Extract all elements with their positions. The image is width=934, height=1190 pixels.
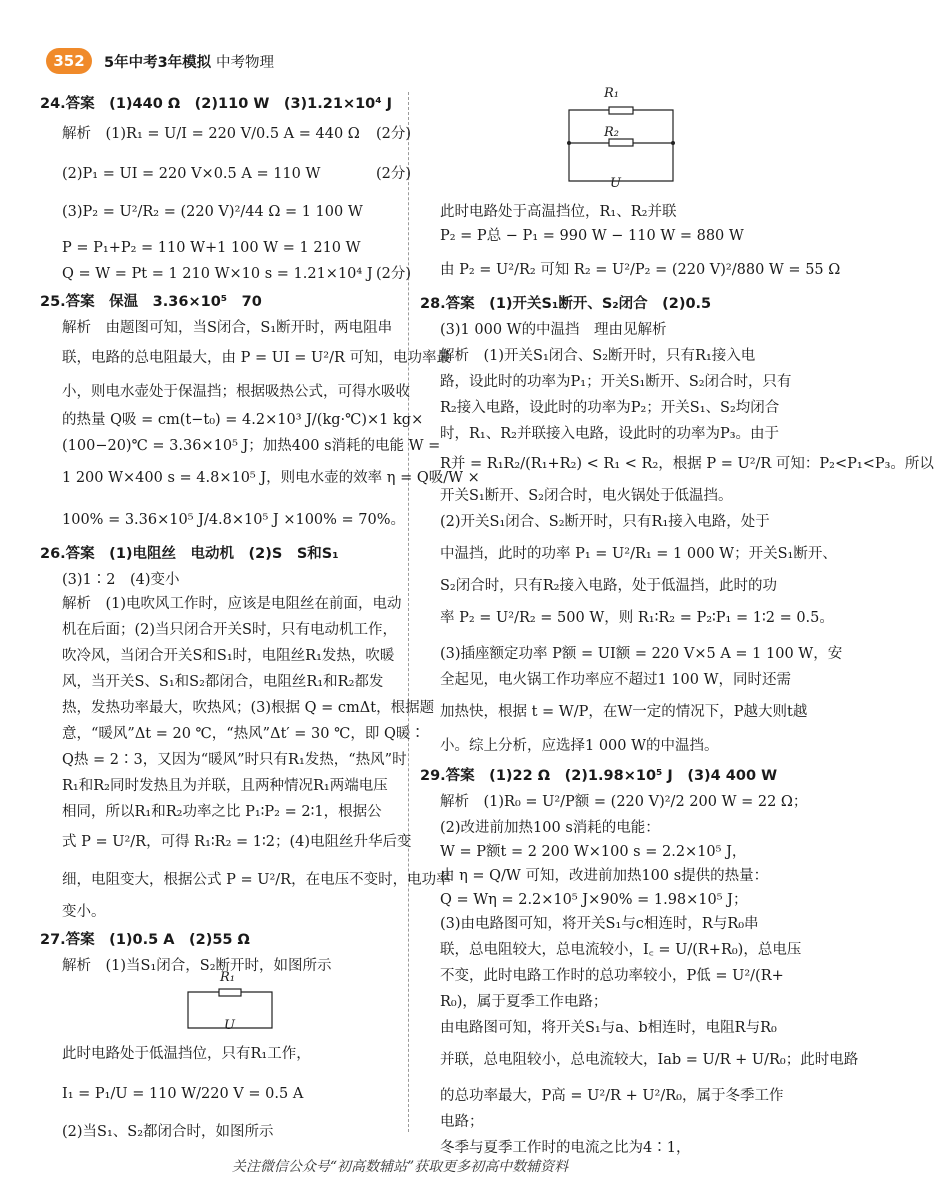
line-text: 解析 (1)电吹风工作时，应该是电阻丝在前面，电动 — [62, 596, 402, 612]
text-line — [440, 1138, 690, 1158]
text-line — [62, 410, 423, 430]
question-answer-line — [40, 292, 262, 312]
line-text: 相同，所以R₁和R₂功率之比 P₁∶P₂ = 2∶1，根据公 — [62, 804, 382, 820]
text-line — [62, 620, 397, 640]
line-text: 全起见，电火锅工作功率应不超过1 100 W，同时还需 — [440, 672, 792, 688]
text-line — [62, 646, 394, 666]
text-line — [440, 576, 777, 596]
text-line — [440, 424, 779, 444]
line-text: 的总功率最大，P高 = U²/R + U²/R₀，属于冬季工作 — [440, 1088, 784, 1104]
line-text: 中温挡，此时的功率 P₁ = U²/R₁ = 1 000 W；开关S₁断开、 — [440, 546, 837, 562]
line-text: 此时电路处于低温挡位，只有R₁工作， — [62, 1046, 311, 1062]
line-text: P₂ = P总 − P₁ = 990 W − 110 W = 880 W — [440, 228, 744, 244]
text-line — [62, 382, 410, 402]
text-line: (2)P₁ = UI = 220 V×0.5 A = 110 W (2分) — [62, 166, 412, 182]
text-line: Q = W = Pt = 1 210 W×10 s = 1.21×10⁴ J (2分) — [62, 266, 412, 282]
line-text: 式 P = U²/R，可得 R₁∶R₂ = 1∶2；(4)电阻丝升华后变 — [62, 834, 412, 850]
line-text: (100−20)℃ = 3.36×10⁵ J；加热400 s消耗的电能 W = — [62, 438, 441, 454]
text-line — [440, 966, 784, 986]
line-text: 机在后面；(2)当只闭合开关S时，只有电动机工作， — [62, 622, 397, 638]
line-text: 小。综上分析，应选择1 000 W的中温挡。 — [440, 738, 719, 754]
line-text: P = P₁+P₂ = 110 W+1 100 W = 1 210 W — [62, 240, 361, 256]
page-header — [0, 48, 800, 82]
text-line — [440, 398, 779, 418]
text-line — [440, 818, 660, 838]
text-line — [62, 570, 180, 590]
text-line — [440, 792, 807, 812]
line-text: R₁和R₂同时发热且为并联，且两种情况R₁两端电压 — [62, 778, 388, 794]
text-line — [62, 698, 434, 718]
text-line: 解析 (1)R₁ = U/I = 220 V/0.5 A = 440 Ω (2分) — [62, 126, 412, 142]
label-u-b: U — [610, 176, 621, 191]
text-line — [62, 1084, 303, 1104]
line-text: 25.答案 保温 3.36×10⁵ 70 — [40, 294, 262, 310]
line-text: (2)开关S₁闭合、S₂断开时，只有R₁接入电路，处于 — [440, 514, 770, 530]
line-text: Q热 = 2∶3，又因为“暖风”时只有R₁发热，“热风”时 — [62, 752, 407, 768]
line-text: 解析 (1)R₀ = U²/P额 = (220 V)²/2 200 W = 22 Ω； — [440, 794, 808, 810]
text-line — [440, 320, 667, 340]
text-line — [440, 260, 840, 280]
line-text: 26.答案 (1)电阻丝 电动机 (2)S S和S₁ — [40, 546, 339, 562]
line-text: 热，发热功率最大，吹热风；(3)根据 Q = cmΔt，根据题 — [62, 700, 435, 716]
text-line — [440, 346, 755, 366]
line-text: 加热快，根据 t = W/P，在W一定的情况下，P越大则t越 — [440, 704, 808, 720]
line-text: 100% = 3.36×10⁵ J/4.8×10⁵ J ×100% = 70%。 — [62, 512, 406, 528]
subject-label: 中考物理 — [216, 55, 274, 71]
line-text: 时，R₁、R₂并联接入电路，设此时的功率为P₃。由于 — [440, 426, 780, 442]
line-text: 1 200 W×400 s = 4.8×10⁵ J，则电水壶的效率 η = Q吸/W × — [62, 470, 480, 486]
line-text: 解析 (1)开关S₁闭合、S₂断开时，只有R₁接入电 — [440, 348, 756, 364]
question-answer-line — [40, 544, 339, 564]
book-title: 5年中考3年模拟 — [104, 55, 212, 71]
line-text: I₁ = P₁/U = 110 W/220 V = 0.5 A — [62, 1086, 304, 1102]
text-line — [440, 842, 746, 862]
text-line — [62, 436, 440, 456]
line-text: 吹冷风，当闭合开关S和S₁时，电阻丝R₁发热，吹暖 — [62, 648, 395, 664]
line-text: (3)由电路图可知，将开关S₁与c相连时，R与R₀串 — [440, 916, 759, 932]
text-line — [62, 318, 392, 338]
line-text: 意，“暖风”Δt = 20 ℃，“热风”Δt′ = 30 ℃，即 Q暖∶ — [62, 726, 425, 742]
line-text: 细，电阻变大，根据公式 P = U²/R，在电压不变时，电功率 — [62, 872, 451, 888]
line-text: 率 P₂ = U²/R₂ = 500 W，则 R₁∶R₂ = P₂∶P₁ = 1∶2 = 0.5。 — [440, 610, 834, 626]
text-line — [62, 672, 383, 692]
line-text: 冬季与夏季工作时的电流之比为4∶1， — [440, 1140, 691, 1156]
line-text: (3)P₂ = U²/R₂ = (220 V)²/44 Ω = 1 100 W — [62, 204, 363, 220]
question-answer-line — [40, 94, 392, 114]
label-r1-a: R₁ — [220, 970, 235, 985]
question-answer-line — [420, 766, 777, 786]
question-answer-line — [420, 294, 711, 314]
line-text: (3)1∶2 (4)变小 — [62, 572, 180, 588]
line-text: 联，电路的总电阻最大，由 P = UI = U²/R 可知，电功率最 — [62, 350, 451, 366]
line-text: R并 = R₁R₂/(R₁+R₂) < R₁ < R₂，根据 P = U²/R 可知：P₂<P₁<P₃。所以 — [440, 456, 934, 472]
line-text: Q = Wη = 2.2×10⁵ J×90% = 1.98×10⁵ J； — [440, 892, 748, 908]
line-text: 解析 (1)R₁ = U/I = 220 V/0.5 A = 440 Ω — [62, 126, 360, 142]
text-line — [62, 870, 451, 890]
text-line — [440, 940, 801, 960]
text-line — [440, 644, 842, 664]
text-line — [440, 486, 733, 506]
line-text: 并联，总电阻较小，总电流较大，Iab = U/R + U/R₀；此时电路 — [440, 1052, 859, 1068]
text-line — [440, 1112, 484, 1132]
line-text: 开关S₁断开、S₂闭合时，电火锅处于低温挡。 — [440, 488, 733, 504]
line-text: (2)改进前加热100 s消耗的电能： — [440, 820, 660, 836]
line-text: 28.答案 (1)开关S₁断开、S₂闭合 (2)0.5 — [420, 296, 712, 312]
line-text: 此时电路处于高温挡位，R₁、R₂并联 — [440, 204, 677, 220]
text-line — [440, 914, 759, 934]
text-line — [440, 890, 747, 910]
text-line — [62, 776, 388, 796]
line-text: 27.答案 (1)0.5 A (2)55 Ω — [40, 932, 250, 948]
line-text: 不变，此时电路工作时的总功率较小，P低 = U²/(R+ — [440, 968, 784, 984]
text-line — [440, 992, 607, 1012]
text-line — [62, 202, 363, 222]
line-text: 29.答案 (1)22 Ω (2)1.98×10⁵ J (3)4 400 W — [420, 768, 778, 784]
text-line — [440, 202, 676, 222]
text-line — [440, 454, 934, 474]
text-line — [440, 372, 792, 392]
line-text: 解析 (1)当S₁闭合，S₂断开时，如图所示 — [62, 958, 332, 974]
text-line — [62, 238, 361, 258]
text-line — [440, 1086, 783, 1106]
text-line — [62, 510, 405, 530]
text-line — [62, 902, 106, 922]
label-u-a: U — [224, 1018, 235, 1033]
page-number: 352 — [46, 48, 92, 74]
line-text: (3)1 000 W的中温挡 理由见解析 — [440, 322, 667, 338]
line-text: 联，总电阻较大，总电流较小，I꜀ = U/(R+R₀)，总电压 — [440, 942, 802, 958]
text-line — [62, 724, 425, 744]
text-line — [62, 594, 402, 614]
line-text: 24.答案 (1)440 Ω (2)110 W (3)1.21×10⁴ J — [40, 96, 393, 112]
line-text: 的热量 Q吸 = cm(t−t₀) = 4.2×10³ J/(kg·℃)×1 kg× — [62, 412, 424, 428]
text-line — [440, 226, 744, 246]
line-text: (2)P₁ = UI = 220 V×0.5 A = 110 W — [62, 166, 321, 182]
line-text: (3)插座额定功率 P额 = UI额 = 220 V×5 A = 1 100 W，安 — [440, 646, 843, 662]
text-line — [440, 608, 834, 628]
column-divider — [408, 92, 409, 1132]
line-text: 由电路图可知，将开关S₁与a、b相连时，电阻R与R₀ — [440, 1020, 777, 1036]
line-text: W = P额t = 2 200 W×100 s = 2.2×10⁵ J， — [440, 844, 747, 860]
line-text: Q = W = Pt = 1 210 W×10 s = 1.21×10⁴ J — [62, 266, 373, 282]
line-text: 路，设此时的功率为P₁；开关S₁断开、S₂闭合时，只有 — [440, 374, 792, 390]
text-line — [440, 670, 791, 690]
line-text: 变小。 — [62, 904, 106, 920]
line-text: 小，则电水壶处于保温挡；根据吸热公式，可得水吸收 — [62, 384, 410, 400]
line-text: 电路； — [440, 1114, 484, 1130]
label-r1-b: R₁ — [604, 86, 619, 101]
text-line — [440, 1018, 777, 1038]
text-line — [440, 512, 770, 532]
line-text: 风，当开关S、S₁和S₂都闭合，电阻丝R₁和R₂都发 — [62, 674, 384, 690]
text-line — [62, 468, 480, 488]
line-text: 由 η = Q/W 可知，改进前加热100 s提供的热量： — [440, 868, 769, 884]
text-line — [62, 348, 451, 368]
text-line — [440, 866, 768, 886]
line-text: R₀)，属于夏季工作电路； — [440, 994, 608, 1010]
text-line — [440, 736, 719, 756]
circuit-diagram-parallel — [565, 95, 677, 195]
text-line — [62, 1122, 274, 1142]
text-line — [62, 802, 382, 822]
line-text: 解析 由题图可知，当S闭合，S₁断开时，两电阻串 — [62, 320, 393, 336]
label-r2-b: R₂ — [604, 125, 619, 140]
text-line — [62, 956, 332, 976]
line-text: R₂接入电路，设此时的功率为P₂；开关S₁、S₂均闭合 — [440, 400, 780, 416]
line-text: (2)当S₁、S₂都闭合时，如图所示 — [62, 1124, 274, 1140]
text-line — [440, 544, 837, 564]
text-line — [440, 702, 807, 722]
footer-note: 关注微信公众号“初高数辅站”获取更多初高中数辅资料 — [231, 1159, 569, 1175]
question-answer-line — [40, 930, 250, 950]
text-line — [62, 832, 412, 852]
line-text: 由 P₂ = U²/R₂ 可知 R₂ = U²/P₂ = (220 V)²/880 W = 55 Ω — [440, 262, 841, 278]
text-line — [440, 1050, 858, 1070]
text-line — [62, 750, 407, 770]
text-line — [62, 1044, 311, 1064]
line-text: S₂闭合时，只有R₂接入电路，处于低温挡，此时的功 — [440, 578, 777, 594]
